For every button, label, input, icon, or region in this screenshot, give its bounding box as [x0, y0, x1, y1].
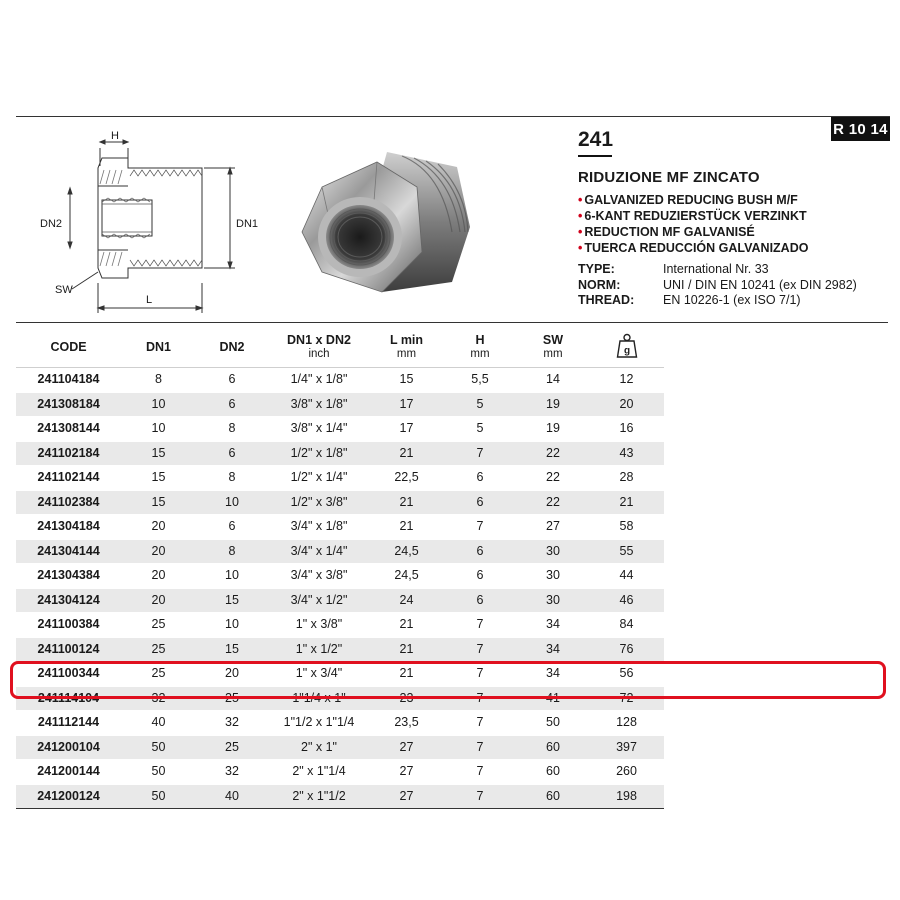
table-cell: 23,5 — [370, 711, 443, 736]
spec-row-norm: NORM: UNI / DIN EN 10241 (ex DIN 2982) — [578, 277, 857, 292]
table-cell: 241200124 — [16, 784, 121, 809]
table-cell: 1/2" x 1/4" — [268, 466, 370, 491]
table-row[interactable] — [16, 466, 664, 491]
table-row[interactable] — [16, 539, 664, 564]
drawing-label-h: H — [111, 130, 119, 142]
table-cell: 20 — [196, 662, 268, 687]
table-cell: 15 — [121, 441, 196, 466]
table-cell: 8 — [196, 539, 268, 564]
table-cell: 20 — [121, 564, 196, 589]
table-cell: 3/8" x 1/4" — [268, 417, 370, 442]
table-cell: 27 — [370, 735, 443, 760]
description-item: • GALVANIZED REDUCING BUSH M/F — [578, 193, 798, 207]
product-table — [16, 327, 664, 809]
table-cell: 28 — [589, 466, 664, 491]
table-cell: 34 — [517, 662, 589, 687]
table-cell: 15 — [196, 637, 268, 662]
table-cell: 15 — [370, 368, 443, 393]
table-cell: 15 — [121, 490, 196, 515]
table-cell: 2" x 1"1/4 — [268, 760, 370, 785]
table-cell: 241200104 — [16, 735, 121, 760]
table-row[interactable] — [16, 613, 664, 638]
bullet-icon: • — [578, 225, 583, 239]
table-cell: 5,5 — [443, 368, 517, 393]
table-cell: 241112144 — [16, 711, 121, 736]
table-cell: 1/2" x 1/8" — [268, 441, 370, 466]
table-cell: 1"1/4 x 1" — [268, 686, 370, 711]
table-cell: 34 — [517, 613, 589, 638]
table-cell: 27 — [370, 760, 443, 785]
table-cell: 24,5 — [370, 539, 443, 564]
table-cell: 1" x 3/4" — [268, 662, 370, 687]
table-cell: 50 — [517, 711, 589, 736]
table-cell: 22 — [517, 441, 589, 466]
table-cell: 20 — [121, 588, 196, 613]
product-photo — [292, 132, 482, 312]
table-cell: 2" x 1"1/2 — [268, 784, 370, 809]
table-cell: 6 — [443, 539, 517, 564]
table-cell: 241102184 — [16, 441, 121, 466]
table-cell: 58 — [589, 515, 664, 540]
table-cell: 7 — [443, 637, 517, 662]
table-cell: 241100384 — [16, 613, 121, 638]
table-cell: 241304384 — [16, 564, 121, 589]
table-cell: 6 — [196, 368, 268, 393]
table-header-row — [16, 327, 664, 368]
table-row[interactable] — [16, 368, 664, 393]
table-cell: 241104184 — [16, 368, 121, 393]
table-cell: 15 — [196, 588, 268, 613]
table-row[interactable] — [16, 735, 664, 760]
table-row[interactable] — [16, 711, 664, 736]
table-row[interactable] — [16, 515, 664, 540]
table-cell: 43 — [589, 441, 664, 466]
table-cell: 19 — [517, 392, 589, 417]
table-cell: 6 — [196, 515, 268, 540]
table-cell: 15 — [121, 466, 196, 491]
table-cell: 25 — [121, 613, 196, 638]
table-cell: 50 — [121, 760, 196, 785]
product-info — [578, 128, 888, 309]
table-cell: 241102144 — [16, 466, 121, 491]
table-cell: 17 — [370, 392, 443, 417]
table-cell: 260 — [589, 760, 664, 785]
table-cell: 24,5 — [370, 564, 443, 589]
table-cell: 7 — [443, 735, 517, 760]
table-cell: 32 — [196, 760, 268, 785]
table-cell: 34 — [517, 637, 589, 662]
table-cell: 50 — [121, 735, 196, 760]
drawing-label-dn2: DN2 — [40, 218, 63, 230]
table-cell: 84 — [589, 613, 664, 638]
table-cell: 21 — [370, 662, 443, 687]
table-cell: 21 — [370, 637, 443, 662]
table-cell: 40 — [121, 711, 196, 736]
table-cell: 6 — [443, 490, 517, 515]
table-cell: 50 — [121, 784, 196, 809]
table-cell: 32 — [121, 686, 196, 711]
table-cell: 6 — [443, 466, 517, 491]
table-cell: 1" x 1/2" — [268, 637, 370, 662]
table-cell: 60 — [517, 784, 589, 809]
product-code: 241 — [578, 128, 613, 154]
highlighted-row-outline — [10, 661, 886, 699]
spec-row-thread: THREAD: EN 10226-1 (ex ISO 7/1) — [578, 293, 801, 307]
table-cell: 3/4" x 3/8" — [268, 564, 370, 589]
drawing-label-sw: SW — [55, 284, 73, 296]
table-cell: 23 — [370, 686, 443, 711]
table-row[interactable] — [16, 637, 664, 662]
spec-row-type: TYPE: International Nr. 33 — [578, 262, 769, 276]
table-cell: 10 — [196, 564, 268, 589]
table-cell: 27 — [370, 784, 443, 809]
bullet-icon: • — [578, 193, 583, 207]
description-list — [578, 192, 888, 256]
table-cell: 21 — [589, 490, 664, 515]
table-cell: 40 — [196, 784, 268, 809]
header-rule — [16, 322, 888, 323]
table-cell: 7 — [443, 515, 517, 540]
table-cell: 241304184 — [16, 515, 121, 540]
table-cell: 7 — [443, 441, 517, 466]
table-cell: 21 — [370, 613, 443, 638]
header-dn1: DN1 — [121, 327, 196, 368]
table-cell: 241304144 — [16, 539, 121, 564]
table-cell: 1/2" x 3/8" — [268, 490, 370, 515]
table-row[interactable] — [16, 784, 664, 809]
table-cell: 7 — [443, 686, 517, 711]
table-cell: 21 — [370, 441, 443, 466]
table-cell: 44 — [589, 564, 664, 589]
table-cell: 56 — [589, 662, 664, 687]
table-cell: 241100344 — [16, 662, 121, 687]
table-cell: 22 — [517, 490, 589, 515]
table-cell: 241200144 — [16, 760, 121, 785]
table-cell: 30 — [517, 588, 589, 613]
table-cell: 10 — [121, 417, 196, 442]
drawing-label-l: L — [146, 294, 153, 306]
catalog-page-badge: R 10 14 — [831, 117, 890, 141]
table-row[interactable] — [16, 564, 664, 589]
description-item: • 6-KANT REDUZIERSTÜCK VERZINKT — [578, 209, 807, 223]
spec-list — [578, 262, 888, 309]
table-cell: 76 — [589, 637, 664, 662]
table-cell: 41 — [517, 686, 589, 711]
table-cell: 6 — [443, 564, 517, 589]
table-cell: 397 — [589, 735, 664, 760]
table-cell: 8 — [196, 417, 268, 442]
table-cell: 241304124 — [16, 588, 121, 613]
table-cell: 21 — [370, 490, 443, 515]
product-title: RIDUZIONE MF ZINCATO — [578, 169, 760, 186]
header-size-inch: DN1 x DN2 inch — [268, 327, 370, 368]
table-cell: 25 — [196, 735, 268, 760]
table-cell: 241102384 — [16, 490, 121, 515]
table-cell: 27 — [517, 515, 589, 540]
table-cell: 241100124 — [16, 637, 121, 662]
table-cell: 55 — [589, 539, 664, 564]
table-cell: 24 — [370, 588, 443, 613]
table-cell: 198 — [589, 784, 664, 809]
bullet-icon: • — [578, 241, 583, 255]
table-cell: 7 — [443, 784, 517, 809]
table-cell: 10 — [196, 490, 268, 515]
table-row[interactable] — [16, 417, 664, 442]
header-dn2: DN2 — [196, 327, 268, 368]
header-sw: SW mm — [517, 327, 589, 368]
table-cell: 241114104 — [16, 686, 121, 711]
table-cell: 6 — [443, 588, 517, 613]
table-cell: 12 — [589, 368, 664, 393]
header-weight — [589, 327, 664, 368]
description-item: • REDUCTION MF GALVANISÉ — [578, 225, 755, 239]
table-cell: 20 — [121, 515, 196, 540]
table-cell: 60 — [517, 760, 589, 785]
table-cell: 7 — [443, 711, 517, 736]
table-cell: 3/4" x 1/2" — [268, 588, 370, 613]
table-row[interactable] — [16, 392, 664, 417]
table-cell: 3/4" x 1/4" — [268, 539, 370, 564]
table-cell: 25 — [121, 637, 196, 662]
table-cell: 7 — [443, 662, 517, 687]
table-cell: 5 — [443, 417, 517, 442]
table-cell: 60 — [517, 735, 589, 760]
header-code: CODE — [16, 327, 121, 368]
table-cell: 30 — [517, 539, 589, 564]
header-h: H mm — [443, 327, 517, 368]
table-cell: 1"1/2 x 1"1/4 — [268, 711, 370, 736]
table-cell: 46 — [589, 588, 664, 613]
weight-icon — [616, 333, 638, 359]
table-cell: 3/8" x 1/8" — [268, 392, 370, 417]
table-row[interactable] — [16, 760, 664, 785]
svg-text:g: g — [623, 345, 630, 356]
table-cell: 14 — [517, 368, 589, 393]
table-cell: 16 — [589, 417, 664, 442]
table-cell: 25 — [121, 662, 196, 687]
table-cell: 22 — [517, 466, 589, 491]
table-cell: 2" x 1" — [268, 735, 370, 760]
table-row[interactable] — [16, 441, 664, 466]
table-cell: 20 — [589, 392, 664, 417]
table-cell: 10 — [121, 392, 196, 417]
table-cell: 6 — [196, 392, 268, 417]
table-cell: 25 — [196, 686, 268, 711]
table-cell: 8 — [196, 466, 268, 491]
table-cell: 7 — [443, 760, 517, 785]
header-length: L min mm — [370, 327, 443, 368]
table-cell: 22,5 — [370, 466, 443, 491]
table-cell: 7 — [443, 613, 517, 638]
table-cell: 10 — [196, 613, 268, 638]
table-cell: 20 — [121, 539, 196, 564]
bullet-icon: • — [578, 209, 583, 223]
top-rule — [16, 116, 890, 117]
table-cell: 128 — [589, 711, 664, 736]
table-cell: 72 — [589, 686, 664, 711]
table-cell: 5 — [443, 392, 517, 417]
table-cell: 3/4" x 1/8" — [268, 515, 370, 540]
table-cell: 8 — [121, 368, 196, 393]
table-cell: 241308184 — [16, 392, 121, 417]
table-row[interactable] — [16, 588, 664, 613]
drawing-label-dn1: DN1 — [236, 218, 259, 230]
table-row[interactable] — [16, 490, 664, 515]
table-cell: 241308144 — [16, 417, 121, 442]
table-cell: 6 — [196, 441, 268, 466]
table-cell: 17 — [370, 417, 443, 442]
table-cell: 32 — [196, 711, 268, 736]
table-cell: 1" x 3/8" — [268, 613, 370, 638]
table-cell: 30 — [517, 564, 589, 589]
table-cell: 21 — [370, 515, 443, 540]
table-cell: 1/4" x 1/8" — [268, 368, 370, 393]
table-cell: 19 — [517, 417, 589, 442]
description-item: • TUERCA REDUCCIÓN GALVANIZADO — [578, 241, 809, 255]
